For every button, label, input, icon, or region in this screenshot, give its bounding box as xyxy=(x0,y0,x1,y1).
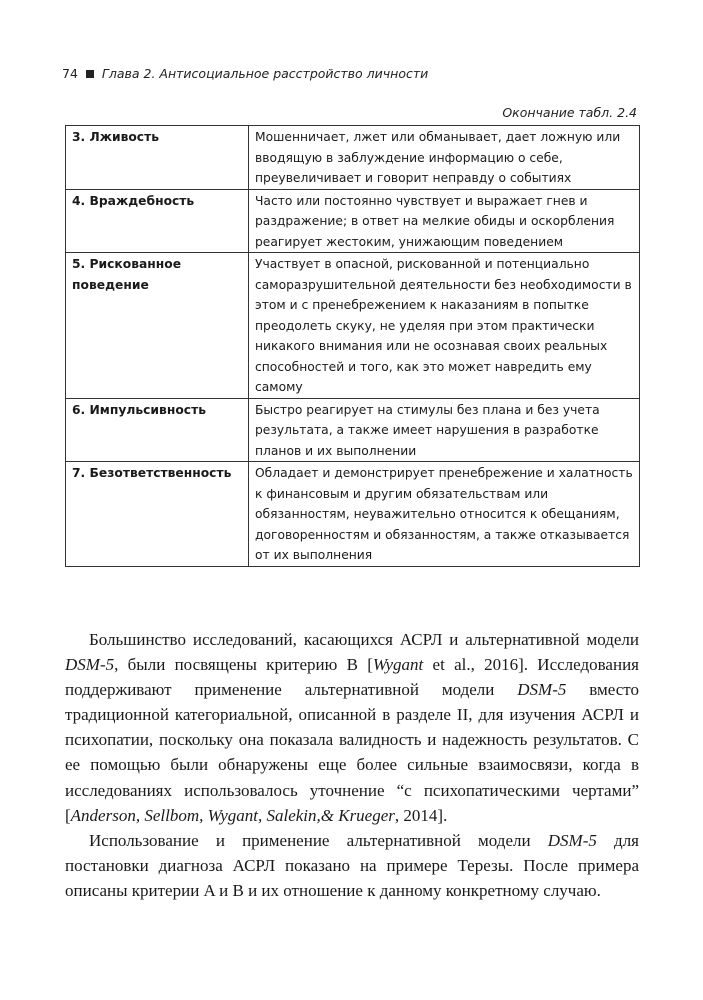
chapter-title: Глава 2. Антисоциальное расстройство личности xyxy=(101,66,429,81)
italic-term: DSM-5 xyxy=(547,830,597,850)
criterion-term-cell xyxy=(66,189,249,253)
table-caption: Окончание табл. 2.4 xyxy=(502,105,637,120)
criterion-term-cell xyxy=(66,398,249,462)
paragraph xyxy=(65,627,639,828)
text-run: et al., 2016]. Исследования поддерживают применение альтернативной модели xyxy=(65,655,639,700)
criterion-term-cell xyxy=(66,462,249,567)
criterion-term: 7. Безответственность xyxy=(72,466,232,480)
criterion-term-cell xyxy=(66,253,249,399)
text-run: вместо традиционной категориальной, описанной в разделе II, для изучения АСРЛ и психопатии, поскольку она показала валидность и надежность результатов. С ее помощью были обнаружены еще более сильные взаимосвязи, когда в исследованиях использовалось уточнение “с психопатическими чертами” [ xyxy=(65,680,640,825)
paragraph xyxy=(65,828,639,903)
criterion-term: 3. Лживость xyxy=(72,130,159,144)
criterion-description: Обладает и демонстрирует пренебрежение и халатность к финансовым и другим обязательствам или обязанностям, неуважительно относится к обещаниям, договоренностям и обязанностям, а также отказывается от их выполнения xyxy=(249,462,640,567)
table-row xyxy=(66,398,640,462)
text-run: Использование и применение альтернативной модели xyxy=(89,830,548,850)
text-run: Большинство исследований, касающихся АСРЛ и альтернативной модели xyxy=(89,630,639,649)
body-text xyxy=(65,627,639,903)
text-run: , 2014]. xyxy=(394,805,448,825)
criterion-description: Участвует в опасной, рискованной и потенциально саморазрушительной деятельности без необходимости в этом и с пренебрежением к наказаниям в попытке преодолеть скуку, не уделяя при этом практически никакого внимания или не осознавая своих реальных способностей и того, как это может навредить ему самому xyxy=(249,253,640,399)
page-number: 74 xyxy=(62,66,78,81)
table-row xyxy=(66,189,640,253)
table-row xyxy=(66,253,640,399)
criteria-table xyxy=(65,125,640,567)
criterion-term-cell xyxy=(66,126,249,190)
square-bullet-icon xyxy=(86,70,94,78)
italic-term: DSM-5 xyxy=(65,655,115,675)
criterion-description: Быстро реагирует на стимулы без плана и без учета результата, а также имеет нарушения в разработке планов и их выполнении xyxy=(249,398,640,462)
criterion-term: 6. Импульсивность xyxy=(72,402,206,417)
table-row xyxy=(66,462,640,567)
criterion-term: 4. Враждебность xyxy=(72,193,195,208)
criterion-description: Мошенничает, лжет или обманывает, дает ложную или вводящую в заблуждение информацию о себе, преувеличивает и говорит неправду о событиях xyxy=(249,126,640,190)
criterion-description: Часто или постоянно чувствует и выражает гнев и раздражение; в ответ на мелкие обиды и оскорбления реагирует жестоким, унижающим поведением xyxy=(249,189,640,253)
running-header xyxy=(62,66,641,81)
citation-author: Anderson, Sellbom, Wygant, Salekin,& Krueger xyxy=(70,805,395,825)
citation-author: Wygant xyxy=(372,655,424,675)
text-run: для постановки диагноза АСРЛ показано на примере Терезы. После примера описаны критерии A и B и их отношение к данному конкретному случаю. xyxy=(65,830,640,900)
text-run: , были посвящены критерию B [ xyxy=(114,655,373,675)
table-row xyxy=(66,126,640,190)
italic-term: DSM-5 xyxy=(517,680,567,700)
criterion-term: 5. Рискованное поведение xyxy=(72,257,182,292)
